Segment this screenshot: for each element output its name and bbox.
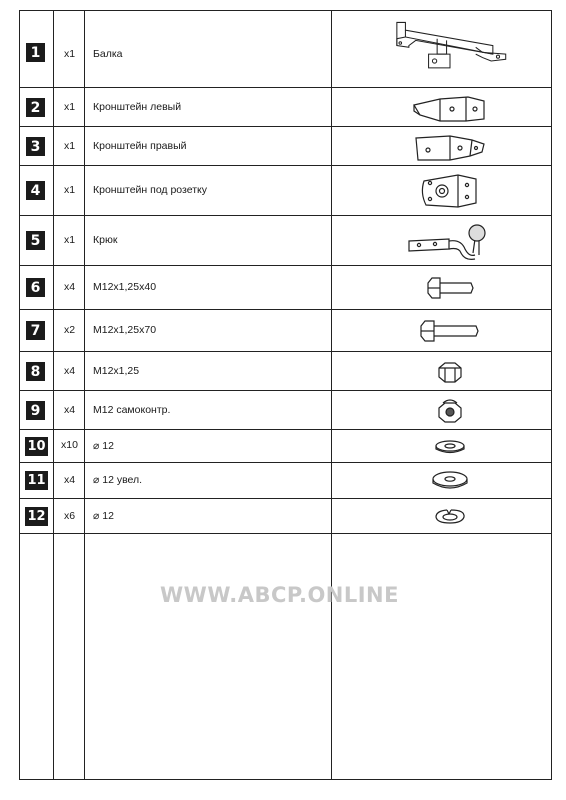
item-number: 11 bbox=[25, 471, 48, 490]
item-name: M12x1,25x70 bbox=[93, 324, 157, 336]
item-number: 4 bbox=[26, 181, 45, 200]
item-quantity: x1 bbox=[63, 48, 76, 60]
item-number: 9 bbox=[26, 401, 45, 420]
item-name: Балка bbox=[93, 48, 123, 60]
table-row bbox=[20, 11, 551, 88]
socket-bracket-icon bbox=[390, 169, 510, 213]
item-name: Крюк bbox=[93, 234, 118, 246]
flat-washer-icon bbox=[390, 433, 510, 460]
item-number: 5 bbox=[26, 231, 45, 250]
item-name: M12x1,25 bbox=[93, 365, 140, 377]
item-number: 6 bbox=[26, 278, 45, 297]
item-quantity: x10 bbox=[61, 439, 78, 451]
item-name: Кронштейн левый bbox=[93, 101, 182, 113]
item-number: 12 bbox=[25, 507, 48, 526]
table-row bbox=[20, 310, 551, 352]
table-row bbox=[20, 127, 551, 166]
item-quantity: x4 bbox=[63, 474, 76, 486]
table-row bbox=[20, 216, 551, 266]
item-number: 1 bbox=[26, 43, 45, 62]
table-row bbox=[20, 166, 551, 216]
item-name: M12 самоконтр. bbox=[93, 404, 171, 416]
large-washer-icon bbox=[390, 466, 510, 496]
table-row bbox=[20, 266, 551, 310]
bolt-long-icon bbox=[390, 313, 510, 349]
item-quantity: x1 bbox=[63, 101, 76, 113]
item-quantity: x6 bbox=[63, 510, 76, 522]
item-number: 2 bbox=[26, 98, 45, 117]
bolt-short-icon bbox=[390, 269, 510, 307]
table-row bbox=[20, 88, 551, 127]
item-number: 7 bbox=[26, 321, 45, 340]
table-row bbox=[20, 463, 551, 499]
lock-nut-icon bbox=[390, 394, 510, 427]
tow-ball-hook-icon bbox=[390, 219, 510, 263]
tow-bar-beam-icon bbox=[390, 14, 510, 84]
right-bracket-icon bbox=[390, 129, 510, 164]
item-number: 3 bbox=[26, 137, 45, 156]
item-quantity: x1 bbox=[63, 140, 76, 152]
parts-table bbox=[19, 10, 552, 780]
spring-washer-icon bbox=[390, 502, 510, 531]
table-row bbox=[20, 352, 551, 391]
table-row bbox=[20, 499, 551, 534]
item-number: 10 bbox=[25, 437, 48, 456]
item-number: 8 bbox=[26, 362, 45, 381]
table-row bbox=[20, 391, 551, 430]
item-name: ⌀ 12 bbox=[93, 510, 114, 522]
item-name: Кронштейн под розетку bbox=[93, 184, 207, 196]
item-quantity: x4 bbox=[63, 404, 76, 416]
item-quantity: x4 bbox=[63, 281, 76, 293]
item-quantity: x1 bbox=[63, 234, 76, 246]
item-name: M12x1,25x40 bbox=[93, 281, 157, 293]
left-bracket-icon bbox=[390, 90, 510, 125]
table-row bbox=[20, 430, 551, 463]
item-quantity: x4 bbox=[63, 365, 76, 377]
hex-nut-icon bbox=[390, 355, 510, 388]
item-name: ⌀ 12 увел. bbox=[93, 474, 143, 486]
item-quantity: x1 bbox=[63, 184, 76, 196]
item-name: Кронштейн правый bbox=[93, 140, 187, 152]
item-quantity: x2 bbox=[63, 324, 76, 336]
watermark: WWW.ABCP.ONLINE bbox=[160, 583, 399, 607]
item-name: ⌀ 12 bbox=[93, 440, 114, 452]
